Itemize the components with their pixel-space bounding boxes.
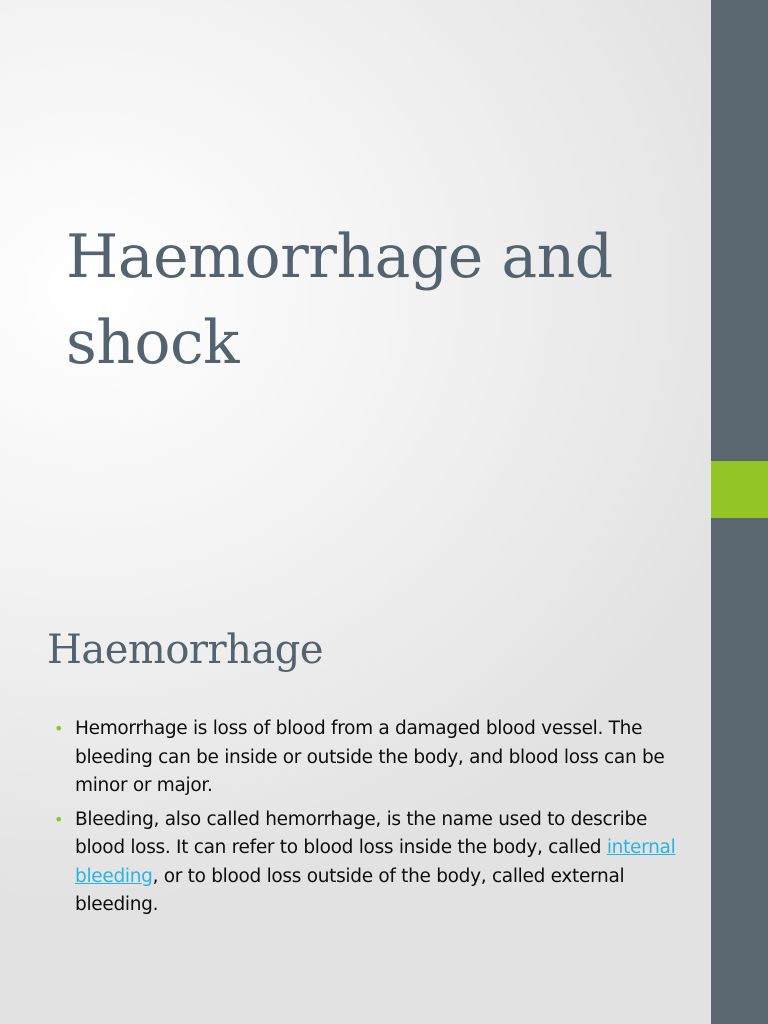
- bullet-text: Hemorrhage is loss of blood from a damaged blood vessel. The bleeding can be inside or outside the body, and blood loss can be minor or major.: [75, 718, 665, 796]
- bullet-item: [54, 715, 684, 801]
- bullet-text-after: , or to blood loss outside of the body, called external bleeding.: [75, 865, 625, 915]
- slide-sidebar-accent: [711, 461, 768, 518]
- bullet-icon: •: [54, 719, 64, 738]
- bullet-list: [54, 715, 684, 925]
- bullet-icon: •: [54, 809, 64, 829]
- slide-title: Haemorrhage and shock: [66, 222, 613, 378]
- bullet-item: [54, 806, 684, 920]
- bullet-text-before: Bleeding, also called hemorrhage, is the name used to describe blood loss. It can refer to blood loss inside the body, called: [75, 808, 648, 858]
- section-title: Haemorrhage: [47, 627, 324, 673]
- internal-bleeding-link[interactable]: internal bleeding: [75, 837, 676, 887]
